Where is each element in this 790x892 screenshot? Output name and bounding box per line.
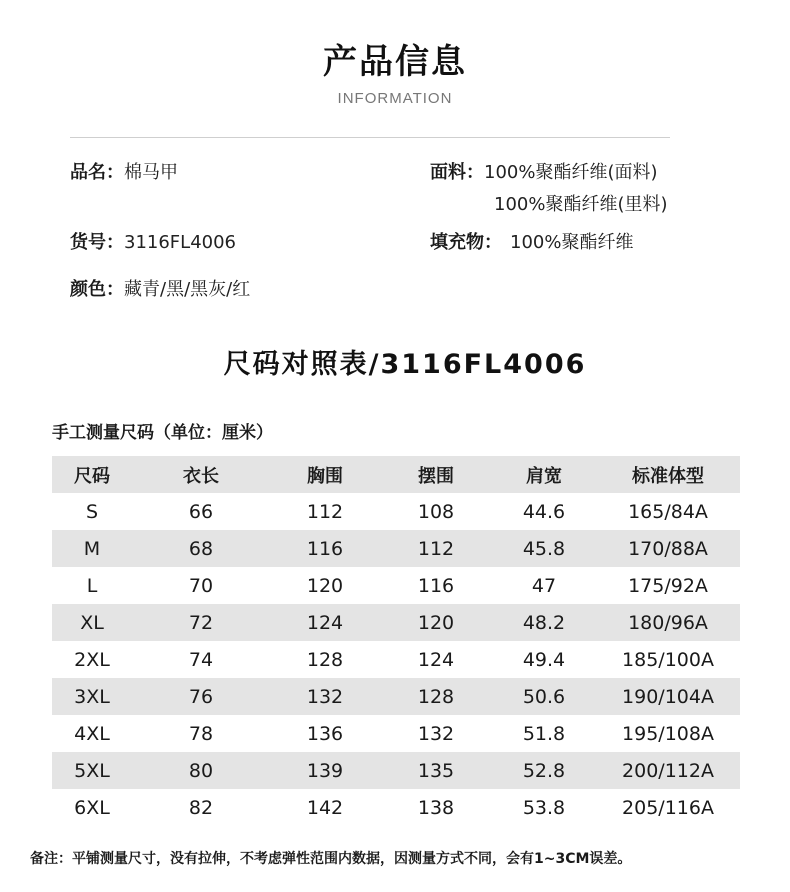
product-name-value: 棉马甲 (124, 162, 178, 183)
cell-body-type: 175/92A (628, 574, 708, 597)
cell-size: 6XL (74, 796, 110, 819)
table-row (52, 715, 740, 752)
table-row (52, 641, 740, 678)
cell-size: L (86, 574, 98, 597)
cell-body-type: 180/96A (628, 611, 708, 634)
cell-body-type: 195/108A (622, 722, 714, 745)
table-row (52, 530, 740, 567)
cell-shoulder: 51.8 (522, 722, 566, 745)
product-name-label: 品名： (70, 162, 124, 183)
cell-hem: 132 (417, 722, 455, 745)
cell-hem: 135 (417, 759, 455, 782)
cell-hem: 108 (417, 500, 455, 523)
size-chart-caption: 手工测量尺码（单位：厘米） (52, 423, 273, 443)
cell-body-type: 170/88A (628, 537, 708, 560)
cell-hem: 112 (417, 537, 455, 560)
header-divider (70, 137, 670, 138)
header-cell-length: 衣长 (183, 465, 219, 487)
product-color-value: 藏青/黑/黑灰/红 (124, 279, 251, 300)
cell-chest: 132 (306, 685, 344, 708)
cell-hem: 128 (417, 685, 455, 708)
cell-body-type: 165/84A (628, 500, 708, 523)
cell-chest: 136 (306, 722, 344, 745)
cell-shoulder: 49.4 (522, 648, 566, 671)
cell-chest: 124 (306, 611, 344, 634)
footnote: 备注：平铺测量尺寸，没有拉伸，不考虑弹性范围内数据，因测量方式不同，会有1~3CM误差。 (30, 851, 632, 867)
cell-length: 76 (188, 685, 214, 708)
cell-size: M (83, 537, 101, 560)
header-cell-chest: 胸围 (307, 465, 343, 487)
cell-length: 68 (188, 537, 214, 560)
cell-shoulder: 44.6 (522, 500, 566, 523)
product-fabric-label: 面料： (430, 162, 484, 183)
cell-length: 66 (188, 500, 214, 523)
product-color (70, 275, 250, 301)
product-sku-label: 货号： (70, 232, 124, 253)
cell-size: 2XL (74, 648, 110, 671)
product-fabric-value-2: 100%聚酯纤维(里料) (494, 194, 668, 215)
cell-length: 72 (188, 611, 214, 634)
cell-length: 78 (188, 722, 214, 745)
table-row (52, 493, 740, 530)
table-header-row (52, 456, 740, 493)
product-sku-value: 3116FL4006 (124, 232, 236, 253)
cell-chest: 120 (306, 574, 344, 597)
cell-chest: 139 (306, 759, 344, 782)
cell-length: 80 (188, 759, 214, 782)
cell-hem: 138 (417, 796, 455, 819)
size-chart-title: 尺码对照表/3116FL4006 (223, 349, 587, 380)
cell-length: 82 (188, 796, 214, 819)
cell-hem: 116 (417, 574, 455, 597)
cell-body-type: 190/104A (622, 685, 714, 708)
header-cell-hem: 摆围 (418, 465, 454, 487)
cell-size: 4XL (74, 722, 110, 745)
cell-hem: 124 (417, 648, 455, 671)
product-filling-label: 填充物： (430, 232, 502, 253)
product-fabric (430, 158, 658, 184)
product-color-label: 颜色： (70, 279, 124, 300)
cell-shoulder: 50.6 (522, 685, 566, 708)
product-filling (430, 228, 633, 254)
cell-shoulder: 52.8 (522, 759, 566, 782)
cell-chest: 112 (306, 500, 344, 523)
cell-length: 70 (188, 574, 214, 597)
cell-length: 74 (188, 648, 214, 671)
cell-chest: 128 (306, 648, 344, 671)
cell-body-type: 185/100A (622, 648, 714, 671)
header-cell-body-type: 标准体型 (632, 465, 704, 487)
product-fabric-lining (494, 190, 668, 216)
cell-size: 5XL (74, 759, 110, 782)
cell-chest: 142 (306, 796, 344, 819)
product-name (70, 158, 178, 184)
product-fabric-value-1: 100%聚酯纤维(面料) (484, 162, 658, 183)
table-row (52, 789, 740, 826)
cell-chest: 116 (306, 537, 344, 560)
header-cell-shoulder: 肩宽 (526, 465, 562, 487)
cell-shoulder: 47 (531, 574, 557, 597)
table-row (52, 678, 740, 715)
page-title: 产品信息 (323, 42, 467, 82)
cell-hem: 120 (417, 611, 455, 634)
product-filling-value: 100%聚酯纤维 (510, 232, 634, 253)
cell-shoulder: 48.2 (522, 611, 566, 634)
table-row (52, 604, 740, 641)
cell-shoulder: 53.8 (522, 796, 566, 819)
cell-size: XL (80, 611, 104, 634)
page-subtitle: INFORMATION (337, 90, 453, 107)
header-cell-size: 尺码 (74, 465, 110, 487)
cell-body-type: 205/116A (622, 796, 714, 819)
product-sku (70, 228, 236, 254)
cell-body-type: 200/112A (622, 759, 714, 782)
cell-size: S (85, 500, 99, 523)
cell-size: 3XL (74, 685, 110, 708)
table-row (52, 752, 740, 789)
cell-shoulder: 45.8 (522, 537, 566, 560)
table-row (52, 567, 740, 604)
size-table (52, 456, 740, 826)
